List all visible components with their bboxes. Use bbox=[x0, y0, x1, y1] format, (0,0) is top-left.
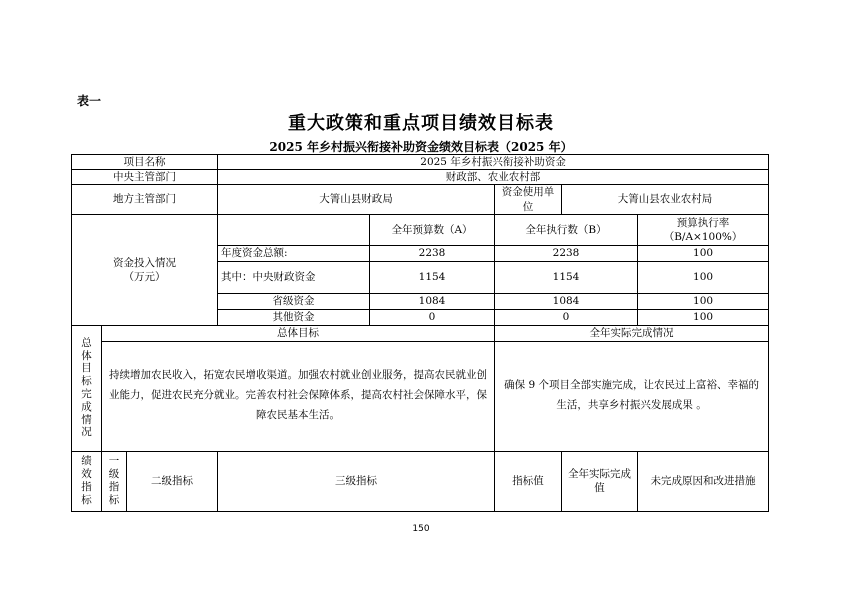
funding-budget-value: 1154 bbox=[370, 261, 495, 293]
indicators-section-label: 绩效指标 bbox=[72, 451, 102, 511]
table-label: 表一 bbox=[77, 94, 102, 108]
col-budget-header: 全年预算数（A） bbox=[370, 214, 495, 245]
funding-rate-value: 100 bbox=[638, 261, 769, 293]
local-dept-value: 大箐山县财政局 bbox=[218, 185, 495, 214]
central-dept-value: 财政部、农业农村部 bbox=[218, 170, 769, 185]
goals-header-row bbox=[72, 325, 769, 341]
funding-section-label: 资金投入情况 （万元） bbox=[72, 214, 218, 325]
funding-budget-value: 2238 bbox=[370, 245, 495, 261]
central-dept-row bbox=[72, 170, 769, 185]
goals-content-row bbox=[72, 341, 769, 451]
page-number: 150 bbox=[412, 524, 430, 534]
funding-executed-value: 0 bbox=[495, 309, 638, 325]
col-rate-header: 预算执行率（B/A×100%） bbox=[638, 214, 769, 245]
project-name-row bbox=[72, 155, 769, 170]
level1-indicator-header: 一级指标 bbox=[102, 451, 127, 511]
funding-budget-value: 1084 bbox=[370, 293, 495, 309]
funding-executed-value: 1084 bbox=[495, 293, 638, 309]
actual-completion-header: 全年实际完成情况 bbox=[495, 325, 769, 341]
performance-goal-table bbox=[71, 154, 769, 512]
funding-row-label: 省级资金 bbox=[218, 293, 370, 309]
project-name-value: 2025 年乡村振兴衔接补助资金 bbox=[218, 155, 769, 170]
overall-goal-header: 总体目标 bbox=[102, 325, 495, 341]
actual-value-header: 全年实际完成值 bbox=[562, 451, 638, 511]
local-dept-label: 地方主管部门 bbox=[72, 185, 218, 214]
col-executed-header: 全年执行数（B） bbox=[495, 214, 638, 245]
overall-goal-text: 持续增加农民收入，拓宽农民增收渠道。加强农村就业创业服务，提高农民就业创业能力，促进农民充分就业。完善农村社会保障体系，提高农村社会保障水平，保障农民基本生活。 bbox=[102, 341, 495, 451]
reason-header: 未完成原因和改进措施 bbox=[638, 451, 769, 511]
funding-executed-value: 2238 bbox=[495, 245, 638, 261]
funding-budget-value: 0 bbox=[370, 309, 495, 325]
fund-unit-value: 大箐山县农业农村局 bbox=[562, 185, 769, 214]
goals-section-label: 总体目标完成情况 bbox=[72, 325, 102, 451]
funding-row-label: 其中：中央财政资金 bbox=[218, 261, 370, 293]
funding-row-label: 年度资金总额: bbox=[218, 245, 370, 261]
project-name-label: 项目名称 bbox=[72, 155, 218, 170]
target-value-header: 指标值 bbox=[495, 451, 562, 511]
funding-executed-value: 1154 bbox=[495, 261, 638, 293]
funding-header-row bbox=[72, 214, 769, 245]
level3-indicator-header: 三级指标 bbox=[218, 451, 495, 511]
actual-completion-text: 确保 9 个项目全部实施完成，让农民过上富裕、幸福的生活，共享乡村振兴发展成果 。 bbox=[495, 341, 769, 451]
indicators-header-row bbox=[72, 451, 769, 511]
fund-unit-label: 资金使用单位 bbox=[495, 185, 562, 214]
central-dept-label: 中央主管部门 bbox=[72, 170, 218, 185]
local-dept-row bbox=[72, 185, 769, 214]
table-subtitle: 2025 年乡村振兴衔接补助资金绩效目标表（2025 年） bbox=[269, 140, 573, 154]
level2-indicator-header: 二级指标 bbox=[127, 451, 218, 511]
funding-row-label-header bbox=[218, 214, 370, 245]
funding-rate-value: 100 bbox=[638, 245, 769, 261]
page-title: 重大政策和重点项目绩效目标表 bbox=[288, 113, 554, 134]
funding-rate-value: 100 bbox=[638, 309, 769, 325]
funding-row-label: 其他资金 bbox=[218, 309, 370, 325]
funding-rate-value: 100 bbox=[638, 293, 769, 309]
